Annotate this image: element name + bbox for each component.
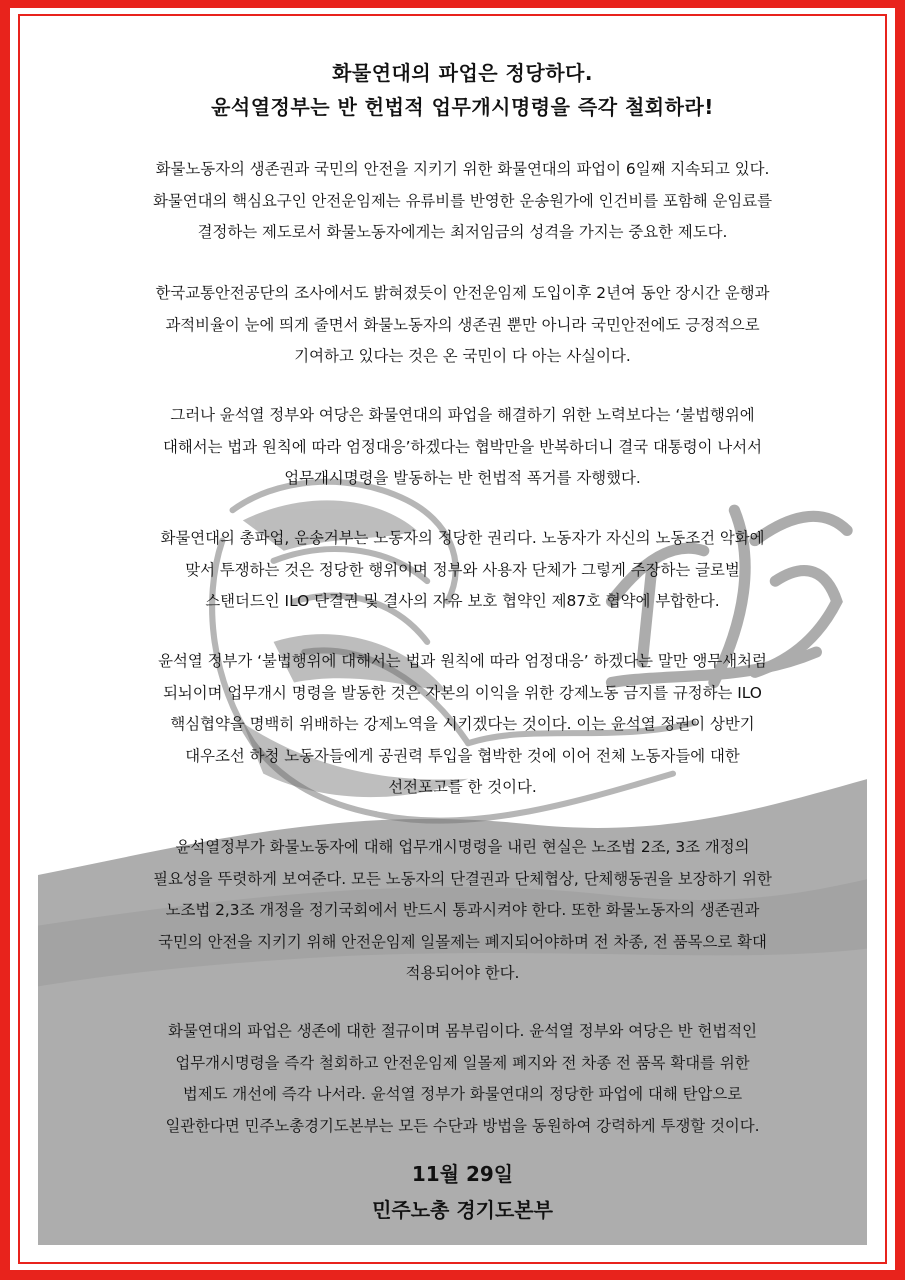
- paragraph-line: 화물연대의 총파업, 운송거부는 노동자의 정당한 권리다. 노동자가 자신의 노동조건 악화에: [160, 529, 765, 547]
- paragraph-line: 화물연대의 파업은 생존에 대한 절규이며 몸부림이다. 윤석열 정부와 여당은 반 헌법적인: [167, 1022, 758, 1040]
- document-content: [38, 34, 867, 1245]
- paragraph-line: 윤석열 정부가 ‘불법행위에 대해서는 법과 원칙에 따라 엄정대응’ 하겠다는 말만 앵무새처럼: [158, 652, 767, 670]
- document-sheet: [38, 34, 867, 1245]
- paragraph-line: 과적비율이 눈에 띄게 줄면서 화물노동자의 생존권 뿐만 아니라 국민안전에도 긍정적으로: [165, 315, 760, 334]
- paragraph-1: [56, 154, 867, 249]
- signature-block: [38, 1156, 867, 1228]
- paragraph-line: 일관한다면 민주노총경기도본부는 모든 수단과 방법을 동원하여 강력하게 투쟁할 것이다.: [165, 1116, 760, 1135]
- paragraph-line: 대우조선 하청 노동자들에게 공권력 투입을 협박한 것에 이어 전체 노동자들에 대한: [185, 746, 740, 765]
- paragraph-line: 스탠더드인 ILO 단결권 및 결사의 자유 보호 협약인 제87호 협약에 부합한다.: [205, 592, 720, 610]
- paragraph-4: [56, 523, 867, 618]
- paragraph-line: 적용되어야 한다.: [405, 964, 520, 982]
- paragraph-line: 업무개시명령을 즉각 철회하고 안전운임제 일몰제 폐지와 전 차종 전 품목 확대를 위한: [175, 1053, 750, 1072]
- issuing-organization: 민주노총 경기도본부: [372, 1198, 553, 1222]
- paragraph-line: 핵심협약을 명백히 위배하는 강제노역을 시키겠다는 것이다. 이는 윤석열 정권이 상반기: [170, 715, 755, 733]
- paragraph-line: 결정하는 제도로서 화물노동자에게는 최저임금의 성격을 가지는 중요한 제도다.: [197, 223, 728, 241]
- headline-line-2: 윤석열정부는 반 헌법적 업무개시명령을 즉각 철회하라!: [211, 95, 714, 119]
- paragraph-2: [56, 278, 867, 373]
- paragraph-line: 맞서 투쟁하는 것은 정당한 행위이며 정부와 사용자 단체가 그렇게 주장하는 글로벌: [185, 560, 740, 579]
- paragraph-3: [56, 400, 867, 495]
- paragraph-line: 되뇌이며 업무개시 명령을 발동한 것은 자본의 이익을 위한 강제노동 금지를 규정하는 ILO: [163, 683, 762, 702]
- paragraph-line: 필요성을 뚜렷하게 보여준다. 모든 노동자의 단결권과 단체협상, 단체행동권을 보장하기 위한: [153, 869, 772, 888]
- headline-line-1: 화물연대의 파업은 정당하다.: [332, 61, 593, 85]
- paragraph-5: [56, 646, 867, 804]
- paragraph-line: 법제도 개선에 즉각 나서라. 윤석열 정부가 화물연대의 정당한 파업에 대해 탄압으로: [182, 1085, 743, 1103]
- paragraph-line: 화물노동자의 생존권과 국민의 안전을 지키기 위한 화물연대의 파업이 6일째 지속되고 있다.: [155, 160, 770, 178]
- paragraph-line: 그러나 윤석열 정부와 여당은 화물연대의 파업을 해결하기 위한 노력보다는 ‘불법행위에: [170, 406, 755, 424]
- paragraph-line: 선전포고를 한 것이다.: [388, 778, 537, 796]
- statement-date: 11월 29일: [411, 1162, 514, 1186]
- paragraph-6: [56, 832, 867, 990]
- paragraph-line: 업무개시명령을 발동하는 반 헌법적 폭거를 자행했다.: [284, 469, 641, 487]
- paragraph-line: 한국교통안전공단의 조사에서도 밝혀졌듯이 안전운임제 도입이후 2년여 동안 장시간 운행과: [155, 284, 770, 302]
- paragraph-line: 윤석열정부가 화물노동자에 대해 업무개시명령을 내린 현실은 노조법 2조, 3조 개정의: [175, 838, 750, 856]
- paragraph-line: 국민의 안전을 지키기 위해 안전운임제 일몰제는 폐지되어야하며 전 차종, 전 품목으로 확대: [158, 932, 767, 951]
- paragraph-line: 기여하고 있다는 것은 온 국민이 다 아는 사실이다.: [294, 347, 631, 365]
- paragraph-line: 대해서는 법과 원칙에 따라 엄정대응’하겠다는 협박만을 반복하더니 결국 대통령이 나서서: [162, 437, 762, 456]
- paragraph-line: 노조법 2,3조 개정을 정기국회에서 반드시 통과시켜야 한다. 또한 화물노동자의 생존권과: [165, 901, 760, 919]
- paragraph-line: 화물연대의 핵심요구인 안전운임제는 유류비를 반영한 운송원가에 인건비를 포함해 운임료를: [153, 191, 772, 210]
- paragraph-7: [56, 1016, 867, 1142]
- headline: [38, 34, 867, 124]
